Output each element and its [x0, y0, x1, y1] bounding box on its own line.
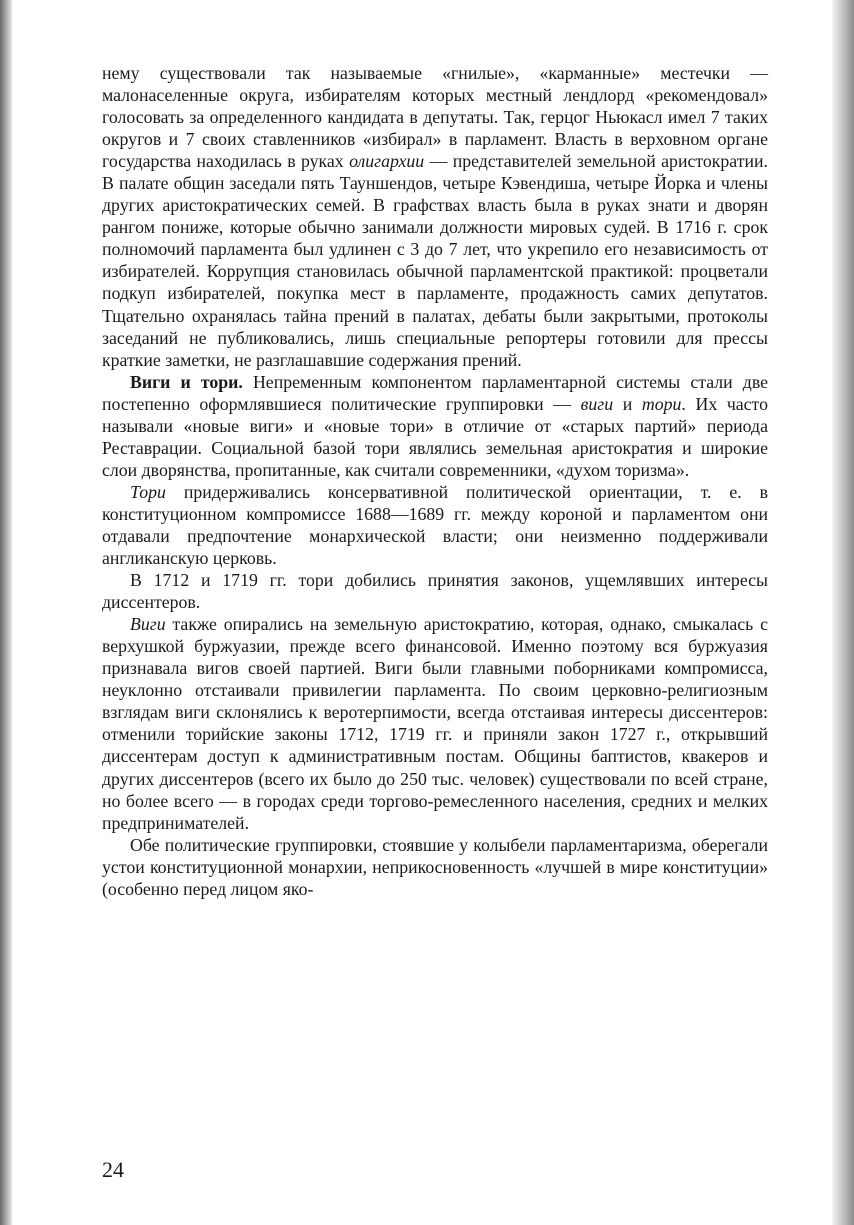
text-run: В 1712 и 1719 гг. тори добились принятия законов, ущемлявших интересы диссентеров.: [102, 570, 768, 613]
text-run: придерживались консервативной политической ориентации, т. е. в конституционном компромиссе 1688—1689 гг. между короной и парламентом они отдавали предпочтение монархической власти; они неизменно поддерживали англиканскую церковь.: [102, 481, 768, 569]
paragraph-4: [102, 569, 768, 613]
paragraph-6: [102, 834, 768, 900]
text-run: — представителей земельной аристократии. В палате общин заседали пять Тауншендов, четыре Кэвендиша, четыре Йорка и члены других аристократических семей. В графствах власть была в руках знати и дворян рангом пониже, которые обычно занимали должности мировых судей. В 1716 г. срок полномочий парламента был удлинен с 3 до 7 лет, что укрепило его независимость от избирателей. Коррупция становилась обычной парламентской практикой: процветали подкуп избирателей, покупка мест в парламенте, продажность самих депутатов. Тщательно охранялась тайна прений в палатах, дебаты были закрытыми, протоколы заседаний не публиковались, лишь специальные репортеры готовили для прессы краткие заметки, не разглашавшие содержания прений.: [102, 151, 768, 370]
scan-edge-left: [0, 0, 12, 1225]
paragraph-5: [102, 613, 768, 833]
term-oligarchy: олигархии: [349, 151, 425, 172]
paragraph-3: [102, 481, 768, 569]
term-whigs-lead: Виги: [130, 614, 166, 635]
section-heading-whigs-tories: Виги и тори.: [130, 371, 243, 392]
paragraph-1: [102, 62, 768, 371]
text-run: нему существовали так называемые «гнилые», «карманные» местечки — малонаселенные округа, избирателям которых местный лендлорд «рекомендовал» голосовать за определенного кандидата в депутаты. Так, герцог Ньюкасл имел 7 таких округов и 7 своих ставленников «избирал» в парламент. Власть в верховном органе государства находилась в руках: [102, 63, 768, 172]
scan-edge-right: [832, 0, 854, 1225]
text-run: и: [613, 393, 642, 414]
text-run: Непременным компонентом парламентарной системы стали две постепенно оформлявшиеся политические группировки —: [102, 371, 769, 414]
page-number: 24: [102, 1157, 124, 1182]
text-run: Обе политические группировки, стоявшие у колыбели парламентаризма, оберегали устои конституционной монархии, неприкосновенность «лучшей в мире конституции» (особенно перед лицом яко-: [102, 834, 768, 899]
text-run: . Их часто называли «новые виги» и «новые тори» в отличие от «старых партий» периода Реставрации. Социальной базой тори являлись земельная аристократия и широкие слои дворянства, пропитанные, как считали современники, «духом торизма».: [102, 393, 768, 480]
term-whigs: виги: [580, 393, 614, 414]
paragraph-2: [102, 371, 768, 481]
page-body: [102, 62, 768, 900]
term-tories: тори: [641, 393, 682, 414]
text-run: также опирались на земельную аристократию, которая, однако, смыкалась с верхушкой буржуазии, прежде всего финансовой. Именно поэтому вся буржуазия признавала вигов своей партией. Виги были главными поборниками компромисса, неуклонно отстаивали привилегии парламента. По своим церковно-религиозным взглядам виги склонялись к веротерпимости, всегда отстаивая интересы диссентеров: отменили торийские законы 1712, 1719 гг. и приняли закон 1727 г., открывший диссентерам доступ к административным постам. Общины баптистов, квакеров и других диссентеров (всего их было до 250 тыс. человек) существовали по всей стране, но более всего — в городах среди торгово-ремесленного населения, средних и мелких предпринимателей.: [102, 614, 768, 833]
term-tories-lead: Тори: [130, 481, 166, 502]
